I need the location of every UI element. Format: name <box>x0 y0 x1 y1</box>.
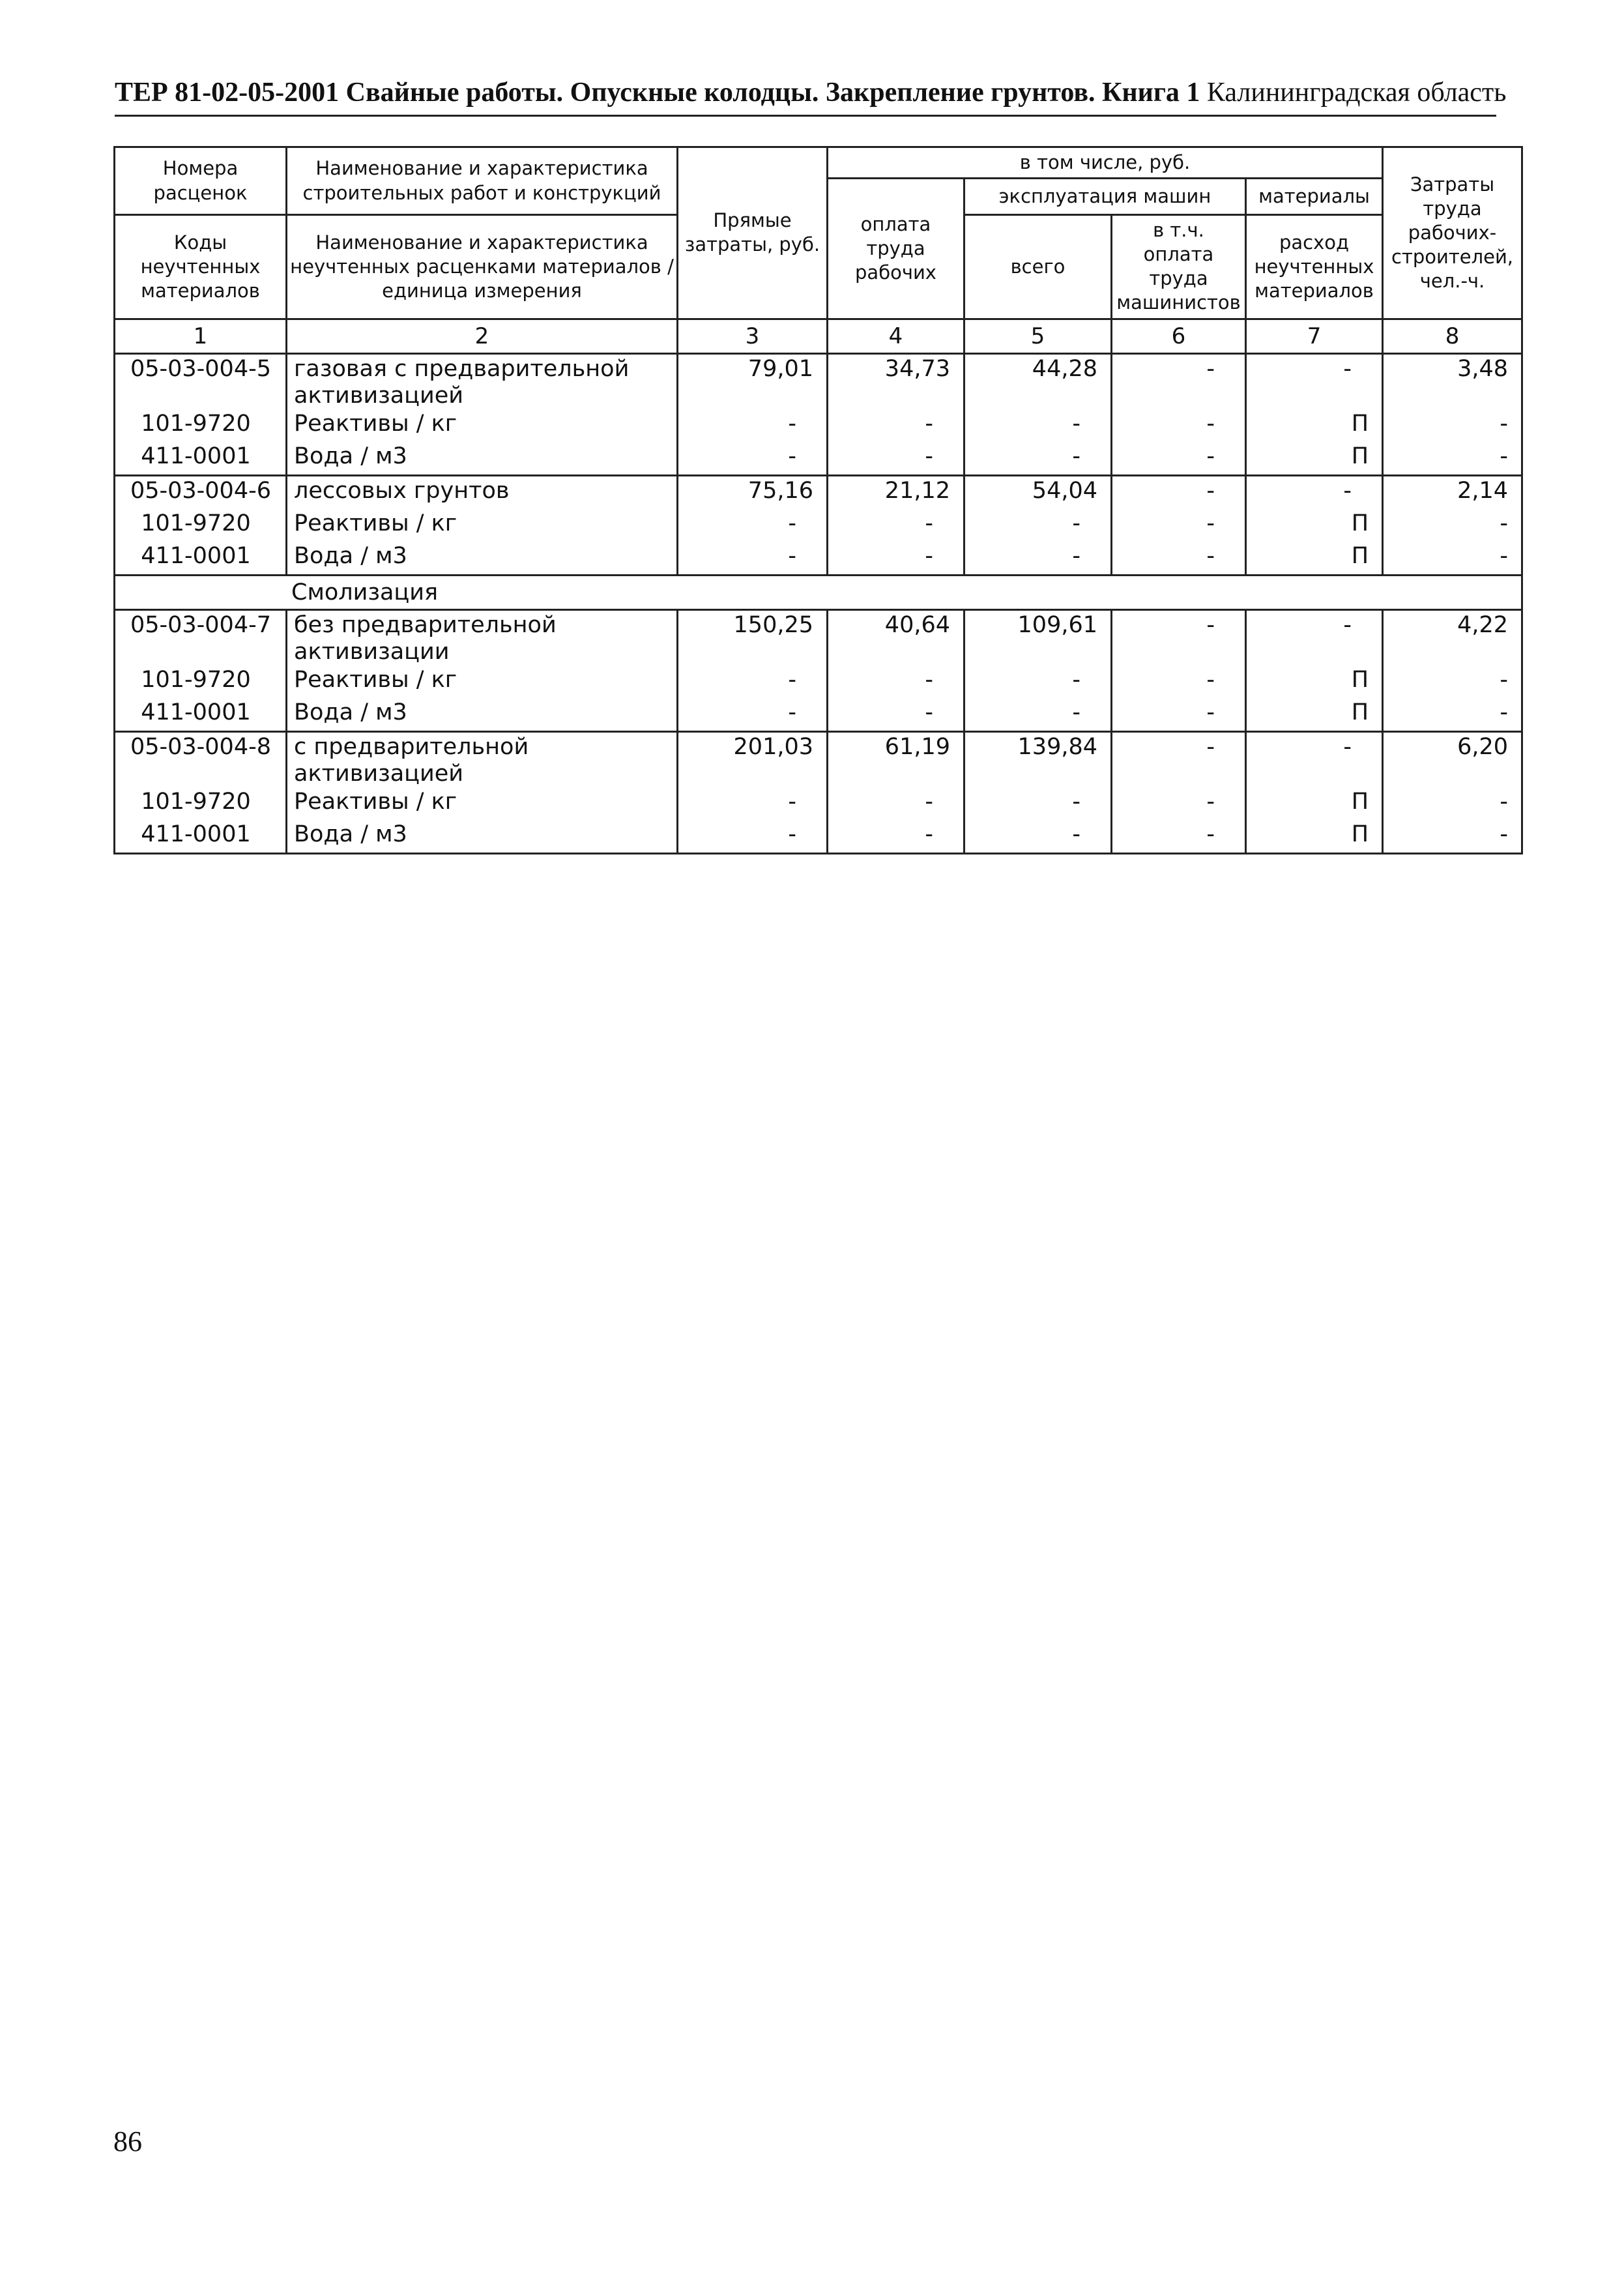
header-rule <box>115 115 1496 117</box>
cell: - <box>1112 787 1246 820</box>
cell: - <box>1383 542 1522 576</box>
rate-row <box>115 353 1522 409</box>
material-code: 101-9720 <box>115 509 287 542</box>
header-col5: всего <box>964 215 1112 319</box>
direct-cost: 150,25 <box>678 609 828 665</box>
header-including: в том числе, руб. <box>828 147 1383 179</box>
labor-cost: 34,73 <box>828 353 964 409</box>
direct-cost: 201,03 <box>678 731 828 787</box>
col-number: 3 <box>678 319 828 353</box>
cell: - <box>964 409 1112 442</box>
cell: - <box>828 509 964 542</box>
labor-cost: 61,19 <box>828 731 964 787</box>
rate-code: 05-03-004-5 <box>115 353 287 409</box>
cell: - <box>1383 442 1522 476</box>
machine-labor: - <box>1112 731 1246 787</box>
material-name: Вода / м3 <box>287 698 678 732</box>
cell: - <box>828 698 964 732</box>
col-number: 8 <box>1383 319 1522 353</box>
rate-row <box>115 731 1522 787</box>
material-name: Вода / м3 <box>287 542 678 576</box>
direct-cost: 75,16 <box>678 475 828 509</box>
materials-cost: - <box>1246 353 1383 409</box>
cell: - <box>1112 409 1246 442</box>
materials-cost: - <box>1246 731 1383 787</box>
col-number: 2 <box>287 319 678 353</box>
cell: П <box>1246 509 1383 542</box>
col-number: 5 <box>964 319 1112 353</box>
labor-hours: 6,20 <box>1383 731 1522 787</box>
col-number: 7 <box>1246 319 1383 353</box>
machine-total: 109,61 <box>964 609 1112 665</box>
cell: - <box>964 787 1112 820</box>
cell: П <box>1246 698 1383 732</box>
material-row <box>115 509 1522 542</box>
header-col3: Прямые затраты, руб. <box>678 147 828 319</box>
cell: - <box>678 820 828 854</box>
rate-name: газовая с предварительной активизацией <box>287 353 678 409</box>
material-row <box>115 409 1522 442</box>
rate-row <box>115 475 1522 509</box>
cell: - <box>678 509 828 542</box>
header-col7: расход неучтенных материалов <box>1246 215 1383 319</box>
material-name: Вода / м3 <box>287 820 678 854</box>
machine-total: 44,28 <box>964 353 1112 409</box>
header-col2-top: Наименование и характеристика строительных работ и конструкций <box>287 147 678 215</box>
rate-name: лессовых грунтов <box>287 475 678 509</box>
rate-name: без предварительной активизации <box>287 609 678 665</box>
cell: - <box>828 787 964 820</box>
rate-code: 05-03-004-6 <box>115 475 287 509</box>
material-row <box>115 542 1522 576</box>
cell: П <box>1246 787 1383 820</box>
labor-hours: 2,14 <box>1383 475 1522 509</box>
header-title-bold: ТЕР 81-02-05-2001 Свайные работы. Опускные колодцы. Закрепление грунтов. Книга 1 <box>115 78 1200 108</box>
cell: - <box>678 409 828 442</box>
material-code: 411-0001 <box>115 820 287 854</box>
machine-total: 139,84 <box>964 731 1112 787</box>
col-number: 6 <box>1112 319 1246 353</box>
material-name: Вода / м3 <box>287 442 678 476</box>
material-row <box>115 787 1522 820</box>
cell: - <box>1383 665 1522 698</box>
cell: - <box>828 409 964 442</box>
cell: - <box>964 542 1112 576</box>
material-code: 101-9720 <box>115 665 287 698</box>
material-row <box>115 442 1522 476</box>
cell: - <box>1112 542 1246 576</box>
labor-cost: 40,64 <box>828 609 964 665</box>
cell: - <box>964 820 1112 854</box>
column-numbers-row <box>115 319 1522 353</box>
cell: - <box>1112 698 1246 732</box>
header-materials: материалы <box>1246 179 1383 215</box>
cell: - <box>678 665 828 698</box>
header-col4: оплата труда рабочих <box>828 179 964 319</box>
rate-code: 05-03-004-8 <box>115 731 287 787</box>
header-col8: Затраты труда рабочих-строителей, чел.-ч. <box>1383 147 1522 319</box>
material-row <box>115 698 1522 732</box>
machine-labor: - <box>1112 609 1246 665</box>
cell: - <box>964 509 1112 542</box>
labor-cost: 21,12 <box>828 475 964 509</box>
machine-labor: - <box>1112 353 1246 409</box>
header-col1-top: Номера расценок <box>115 147 287 215</box>
materials-cost: - <box>1246 475 1383 509</box>
cell: - <box>678 698 828 732</box>
machine-labor: - <box>1112 475 1246 509</box>
rate-row <box>115 609 1522 665</box>
cell: - <box>964 665 1112 698</box>
material-code: 411-0001 <box>115 442 287 476</box>
col-number: 1 <box>115 319 287 353</box>
header-machines: эксплуатация машин <box>964 179 1246 215</box>
cell: П <box>1246 442 1383 476</box>
material-name: Реактивы / кг <box>287 409 678 442</box>
material-name: Реактивы / кг <box>287 665 678 698</box>
cell: П <box>1246 542 1383 576</box>
section-title: Смолизация <box>115 575 1522 609</box>
header-col6: в т.ч. оплата труда машинистов <box>1112 215 1246 319</box>
cell: - <box>1383 787 1522 820</box>
machine-total: 54,04 <box>964 475 1112 509</box>
material-name: Реактивы / кг <box>287 509 678 542</box>
cell: - <box>678 787 828 820</box>
cell: - <box>678 442 828 476</box>
cell: - <box>1112 820 1246 854</box>
material-code: 411-0001 <box>115 542 287 576</box>
cell: - <box>1112 509 1246 542</box>
labor-hours: 4,22 <box>1383 609 1522 665</box>
cell: - <box>828 542 964 576</box>
cell: - <box>1112 665 1246 698</box>
cell: - <box>1383 820 1522 854</box>
direct-cost: 79,01 <box>678 353 828 409</box>
material-code: 101-9720 <box>115 787 287 820</box>
page-number: 86 <box>113 2125 142 2157</box>
cell: - <box>678 542 828 576</box>
cell: - <box>1112 442 1246 476</box>
material-row <box>115 820 1522 854</box>
cell: - <box>1383 698 1522 732</box>
materials-cost: - <box>1246 609 1383 665</box>
header-col2-bottom: Наименование и характеристика неучтенных расценками материалов / единица измерения <box>287 215 678 319</box>
rate-code: 05-03-004-7 <box>115 609 287 665</box>
document-header <box>115 77 1507 108</box>
material-name: Реактивы / кг <box>287 787 678 820</box>
rate-name: с предварительной активизацией <box>287 731 678 787</box>
cell: - <box>1383 409 1522 442</box>
section-row <box>115 575 1522 609</box>
col-number: 4 <box>828 319 964 353</box>
cell: П <box>1246 820 1383 854</box>
material-code: 101-9720 <box>115 409 287 442</box>
header-col1-bottom: Коды неучтенных материалов <box>115 215 287 319</box>
labor-hours: 3,48 <box>1383 353 1522 409</box>
cell: - <box>828 665 964 698</box>
price-table <box>113 146 1523 854</box>
cell: - <box>828 820 964 854</box>
cell: П <box>1246 665 1383 698</box>
material-code: 411-0001 <box>115 698 287 732</box>
cell: - <box>964 698 1112 732</box>
cell: П <box>1246 409 1383 442</box>
cell: - <box>964 442 1112 476</box>
header-region: Калининградская область <box>1206 78 1507 108</box>
cell: - <box>828 442 964 476</box>
material-row <box>115 665 1522 698</box>
cell: - <box>1383 509 1522 542</box>
